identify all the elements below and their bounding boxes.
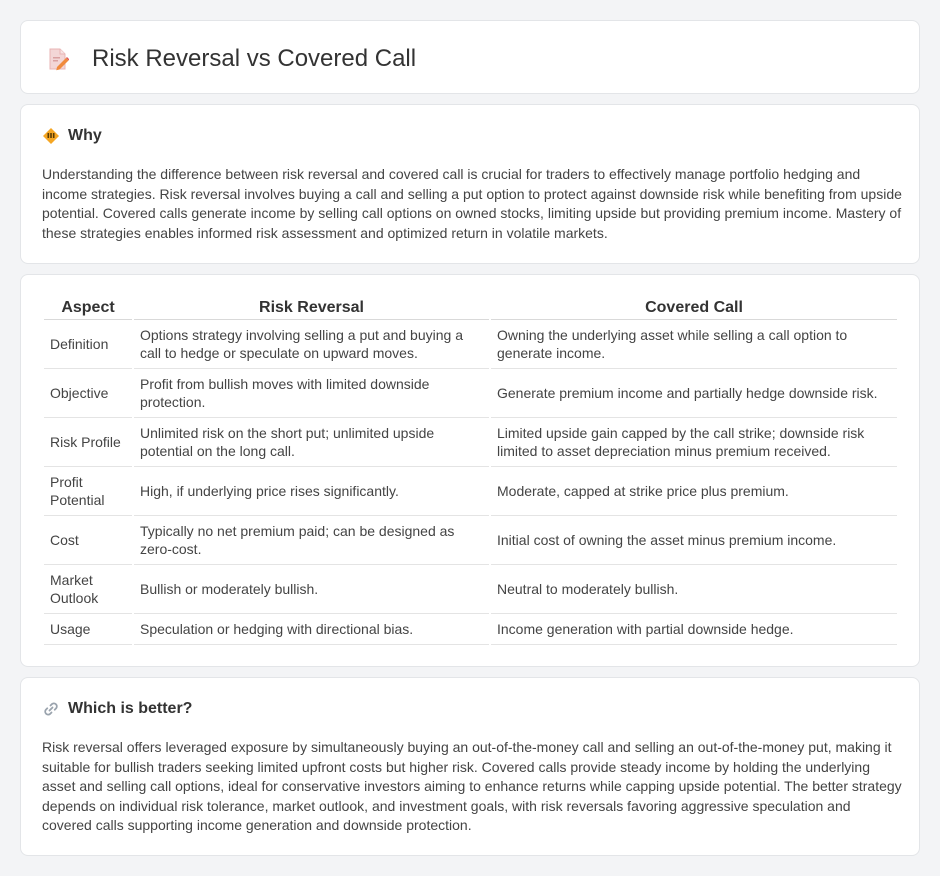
- row-risk-reversal: Typically no net premium paid; can be designed as zero-cost.: [134, 516, 489, 565]
- column-header-aspect: Aspect: [44, 296, 132, 320]
- row-covered-call: Limited upside gain capped by the call strike; downside risk limited to asset depreciation minus premium received.: [491, 418, 897, 467]
- comparison-table-card: [20, 274, 920, 667]
- comparison-table: [42, 296, 899, 645]
- table-row: [44, 467, 897, 516]
- row-aspect: Profit Potential: [44, 467, 132, 516]
- table-row: [44, 516, 897, 565]
- row-covered-call: Income generation with partial downside hedge.: [491, 614, 897, 645]
- table-row: [44, 320, 897, 369]
- row-covered-call: Moderate, capped at strike price plus premium.: [491, 467, 897, 516]
- diamond-warning-icon: [42, 127, 60, 145]
- table-row: [44, 565, 897, 614]
- why-heading: [42, 127, 102, 145]
- better-heading: [42, 700, 192, 718]
- better-text: Risk reversal offers leveraged exposure by simultaneously buying an out-of-the-money call and selling an out-of-the-money put, making it suitable for bullish traders seeking limited upfront costs but higher risk. Covered calls provide steady income by holding the underlying asset and selling call options, ideal for conservative investors aiming to enhance returns while capping upside potential. The better strategy depends on individual risk tolerance, market outlook, and investment goals, with risk reversals favoring aggressive speculation and covered calls supporting income generation and downside protection.: [42, 739, 902, 833]
- row-risk-reversal: Unlimited risk on the short put; unlimited upside potential on the long call.: [134, 418, 489, 467]
- column-header-covered-call: Covered Call: [491, 296, 897, 320]
- row-covered-call: Neutral to moderately bullish.: [491, 565, 897, 614]
- row-covered-call: Initial cost of owning the asset minus premium income.: [491, 516, 897, 565]
- which-is-better-section: [20, 677, 920, 856]
- row-risk-reversal: Speculation or hedging with directional bias.: [134, 614, 489, 645]
- row-covered-call: Owning the underlying asset while selling a call option to generate income.: [491, 320, 897, 369]
- page-title: Risk Reversal vs Covered Call: [92, 45, 417, 72]
- row-covered-call: Generate premium income and partially hedge downside risk.: [491, 369, 897, 418]
- table-row: [44, 418, 897, 467]
- why-text: Understanding the difference between risk reversal and covered call is crucial for traders to effectively manage portfolio hedging and income strategies. Risk reversal involves buying a call and selling a put option to protect against downside risk while benefiting from upside potential. Covered calls generate income by selling call options on owned stocks, limiting upside but providing premium income. Mastery of these strategies enables informed risk assessment and optimized return in volatile markets.: [42, 166, 902, 241]
- document-pencil-icon: [47, 47, 69, 71]
- column-header-risk-reversal: Risk Reversal: [134, 296, 489, 320]
- row-risk-reversal: Profit from bullish moves with limited downside protection.: [134, 369, 489, 418]
- link-icon: [42, 700, 60, 718]
- row-risk-reversal: Options strategy involving selling a put and buying a call to hedge or speculate on upward moves.: [134, 320, 489, 369]
- header-card: [20, 20, 920, 94]
- why-title: Why: [68, 127, 102, 144]
- table-row: [44, 614, 897, 645]
- row-aspect: Market Outlook: [44, 565, 132, 614]
- row-aspect: Objective: [44, 369, 132, 418]
- row-risk-reversal: Bullish or moderately bullish.: [134, 565, 489, 614]
- row-aspect: Usage: [44, 614, 132, 645]
- better-title: Which is better?: [68, 700, 193, 717]
- why-section: [20, 104, 920, 264]
- table-row: [44, 369, 897, 418]
- row-aspect: Risk Profile: [44, 418, 132, 467]
- row-risk-reversal: High, if underlying price rises significantly.: [134, 467, 489, 516]
- row-aspect: Definition: [44, 320, 132, 369]
- row-aspect: Cost: [44, 516, 132, 565]
